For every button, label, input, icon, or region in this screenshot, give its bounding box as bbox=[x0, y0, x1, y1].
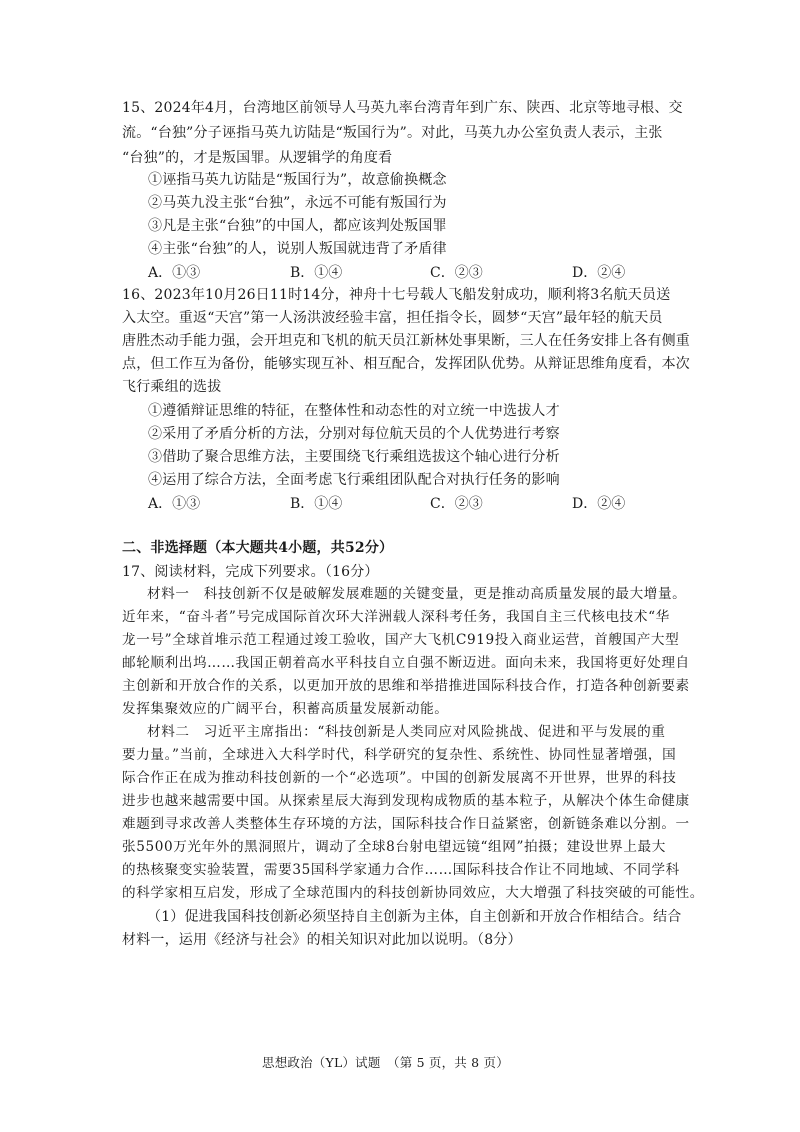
q16-option-a: A．①③ bbox=[148, 496, 201, 512]
q16-statement-4: ④运用了综合方法，全面考虑飞行乘组团队配合对执行任务的影响 bbox=[148, 472, 560, 488]
material1-line-3: 龙一号”全球首堆示范工程通过竣工验收，国产大飞机C919投入商业运营，首艘国产大型 bbox=[122, 632, 680, 648]
material2-line-8: 的科学家相互启发，形成了全球范围内的科技创新协同效应，大大增强了科技突破的可能性。 bbox=[122, 885, 704, 901]
material2-line-4: 进步也越来越需要中国。从探索星辰大海到发现构成物质的基本粒子，从解决个体生命健康 bbox=[122, 793, 690, 809]
q16-statement-3: ③借助了聚合思维方法，主要围绕飞行乘组选拔这个轴心进行分析 bbox=[148, 449, 560, 465]
material2-line-7: 的热核聚变实验装置，需要35国科学家通力合作……国际科技合作让不同地域、不同学科 bbox=[122, 862, 680, 878]
q16-option-d: D．②④ bbox=[572, 496, 626, 512]
material1-line-1: 材料一 科技创新不仅是破解发展难题的关键变量，更是推动高质量发展的最大增量。 bbox=[147, 586, 687, 602]
q15-stem-line-2: 流。“台独”分子诬指马英九访陆是“叛国行为”。对此，马英九办公室负责人表示，主张 bbox=[122, 125, 663, 141]
q16-stem-line-5: 飞行乘组的选拔 bbox=[122, 379, 222, 395]
q16-option-c: C．②③ bbox=[430, 496, 483, 512]
q15-stem-line-1: 15、2024年4月，台湾地区前领导人马英九率台湾青年到广东、陕西、北京等地寻根、交 bbox=[122, 100, 683, 116]
material1-line-4: 邮轮顺利出坞……我国正朝着高水平科技自立自强不断迈进。面向未来，我国将更好处理自 bbox=[122, 655, 690, 671]
material2-line-3: 际合作正在成为推动科技创新的一个“必选项”。中国的创新发展离不开世界，世界的科技 bbox=[122, 770, 677, 786]
q15-statement-3: ③凡是主张“台独”的中国人，都应该判处叛国罪 bbox=[148, 218, 447, 234]
q17-intro: 17、阅读材料，完成下列要求。（16分） bbox=[122, 564, 379, 580]
material1-line-5: 主创新和开放合作的关系，以更加开放的思维和举措推进国际科技合作，打造各种创新要素 bbox=[122, 678, 690, 694]
material2-line-6: 张5500万光年外的黑洞照片，调动了全球8台射电望远镜“组网”拍摄；建设世界上最大 bbox=[122, 839, 666, 855]
q16-stem-line-4: 点，但工作互为备份，能够实现互补、相互配合，发挥团队优势。从辩证思维角度看，本次 bbox=[122, 356, 690, 372]
page-footer: 思想政治（YL）试题 （第 5 页，共 8 页） bbox=[262, 1055, 509, 1070]
material2-line-5: 难题到寻求改善人类整体生存环境的方法，国际科技合作日益紧密，创新链条难以分割。一 bbox=[122, 816, 690, 832]
material2-line-1: 材料二 习近平主席指出：“科技创新是人类同应对风险挑战、促进和平与发展的重 bbox=[147, 724, 666, 740]
material1-line-2: 近年来，“奋斗者”号完成国际首次环大洋洲载人深科考任务，我国自主三代核电技术“华 bbox=[122, 609, 670, 625]
q16-statement-1: ①遵循辩证思维的特征，在整体性和动态性的对立统一中选拔人才 bbox=[148, 403, 560, 419]
q15-option-c: C．②③ bbox=[430, 265, 483, 281]
q15-option-b: B．①④ bbox=[290, 265, 343, 281]
q15-stem-line-3: “台独”的，才是叛国罪。从逻辑学的角度看 bbox=[122, 150, 393, 166]
q17-sub1-line-2: 材料一，运用《经济与社会》的相关知识对此加以说明。（8分） bbox=[122, 932, 522, 948]
material1-line-6: 发挥集聚效应的广阔平台，积蓄高质量发展新动能。 bbox=[122, 701, 449, 717]
q16-option-b: B．①④ bbox=[290, 496, 343, 512]
q16-stem-line-2: 入太空。重返“天宫”第一人汤洪波经验丰富，担任指令长，圆梦“天宫”最年轻的航天员 bbox=[122, 310, 663, 326]
q17-sub1-line-1: （1）促进我国科技创新必须坚持自主创新为主体，自主创新和开放合作相结合。结合 bbox=[147, 909, 682, 925]
q15-statement-4: ④主张“台独”的人，说别人叛国就违背了矛盾律 bbox=[148, 241, 447, 257]
q15-statement-2: ②马英九没主张“台独”，永远不可能有叛国行为 bbox=[148, 195, 447, 211]
q15-statement-1: ①诬指马英九访陆是“叛国行为”，故意偷换概念 bbox=[148, 172, 447, 188]
q16-stem-line-3: 唐胜杰动手能力强，会开坦克和飞机的航天员江新林处事果断，三人在任务安排上各有侧重 bbox=[122, 333, 690, 349]
section-title: 二、非选择题（本大题共4小题，共52分） bbox=[122, 540, 394, 556]
material2-line-2: 要力量。”当前，全球进入大科学时代，科学研究的复杂性、系统性、协同性显著增强，国 bbox=[122, 747, 677, 763]
q16-stem-line-1: 16、2023年10月26日11时14分，神舟十七号载人飞船发射成功，顺利将3名航天员送 bbox=[122, 287, 671, 303]
q15-option-a: A．①③ bbox=[148, 265, 201, 281]
q16-statement-2: ②采用了矛盾分析的方法，分别对每位航天员的个人优势进行考察 bbox=[148, 426, 560, 442]
q15-option-d: D．②④ bbox=[572, 265, 626, 281]
